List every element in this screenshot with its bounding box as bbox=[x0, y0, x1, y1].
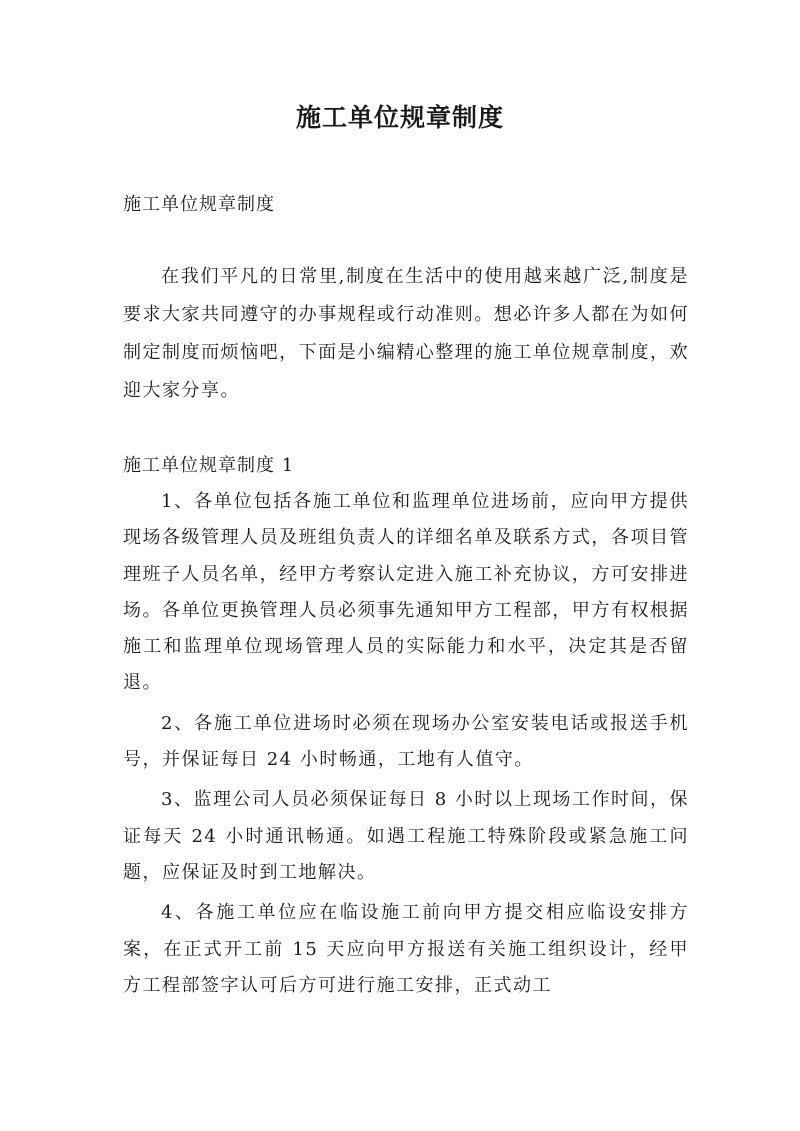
regulation-item-1: 1、各单位包括各施工单位和监理单位进场前，应向甲方提供现场各级管理人员及班组负责人的详细名单及联系方式，各项目管理班子人员名单，经甲方考察认定进入施工补充协议，方可安排进场。各单位更换管理人员必须事先通知甲方工程部，甲方有权根据施工和监理单位现场管理人员的实际能力和水平，决定其是否留退。 bbox=[123, 491, 689, 694]
regulation-item-4: 4、各施工单位应在临设施工前向甲方提交相应临设安排方案，在正式开工前 15 天应向甲方报送有关施工组织设计，经甲方工程部签字认可后方可进行施工安排，正式动工 bbox=[123, 902, 689, 996]
intro-paragraph: 在我们平凡的日常里,制度在生活中的使用越来越广泛,制度是要求大家共同遵守的办事规程或行动准则。想必许多人都在为如何制定制度而烦恼吧，下面是小编精心整理的施工单位规章制度，欢迎大家分享。 bbox=[123, 266, 689, 401]
document-subtitle: 施工单位规章制度 bbox=[123, 194, 275, 215]
regulation-list bbox=[123, 484, 689, 1008]
regulation-item-2: 2、各施工单位进场时必须在现场办公室安装电话或报送手机号，并保证每日 24 小时畅通，工地有人值守。 bbox=[123, 712, 689, 771]
document-title: 施工单位规章制度 bbox=[295, 103, 504, 132]
regulation-item-3: 3、监理公司人员必须保证每日 8 小时以上现场工作时间，保证每天 24 小时通讯畅通。如遇工程施工特殊阶段或紧急施工问题，应保证及时到工地解决。 bbox=[123, 789, 689, 883]
section-heading: 施工单位规章制度 1 bbox=[123, 455, 295, 476]
